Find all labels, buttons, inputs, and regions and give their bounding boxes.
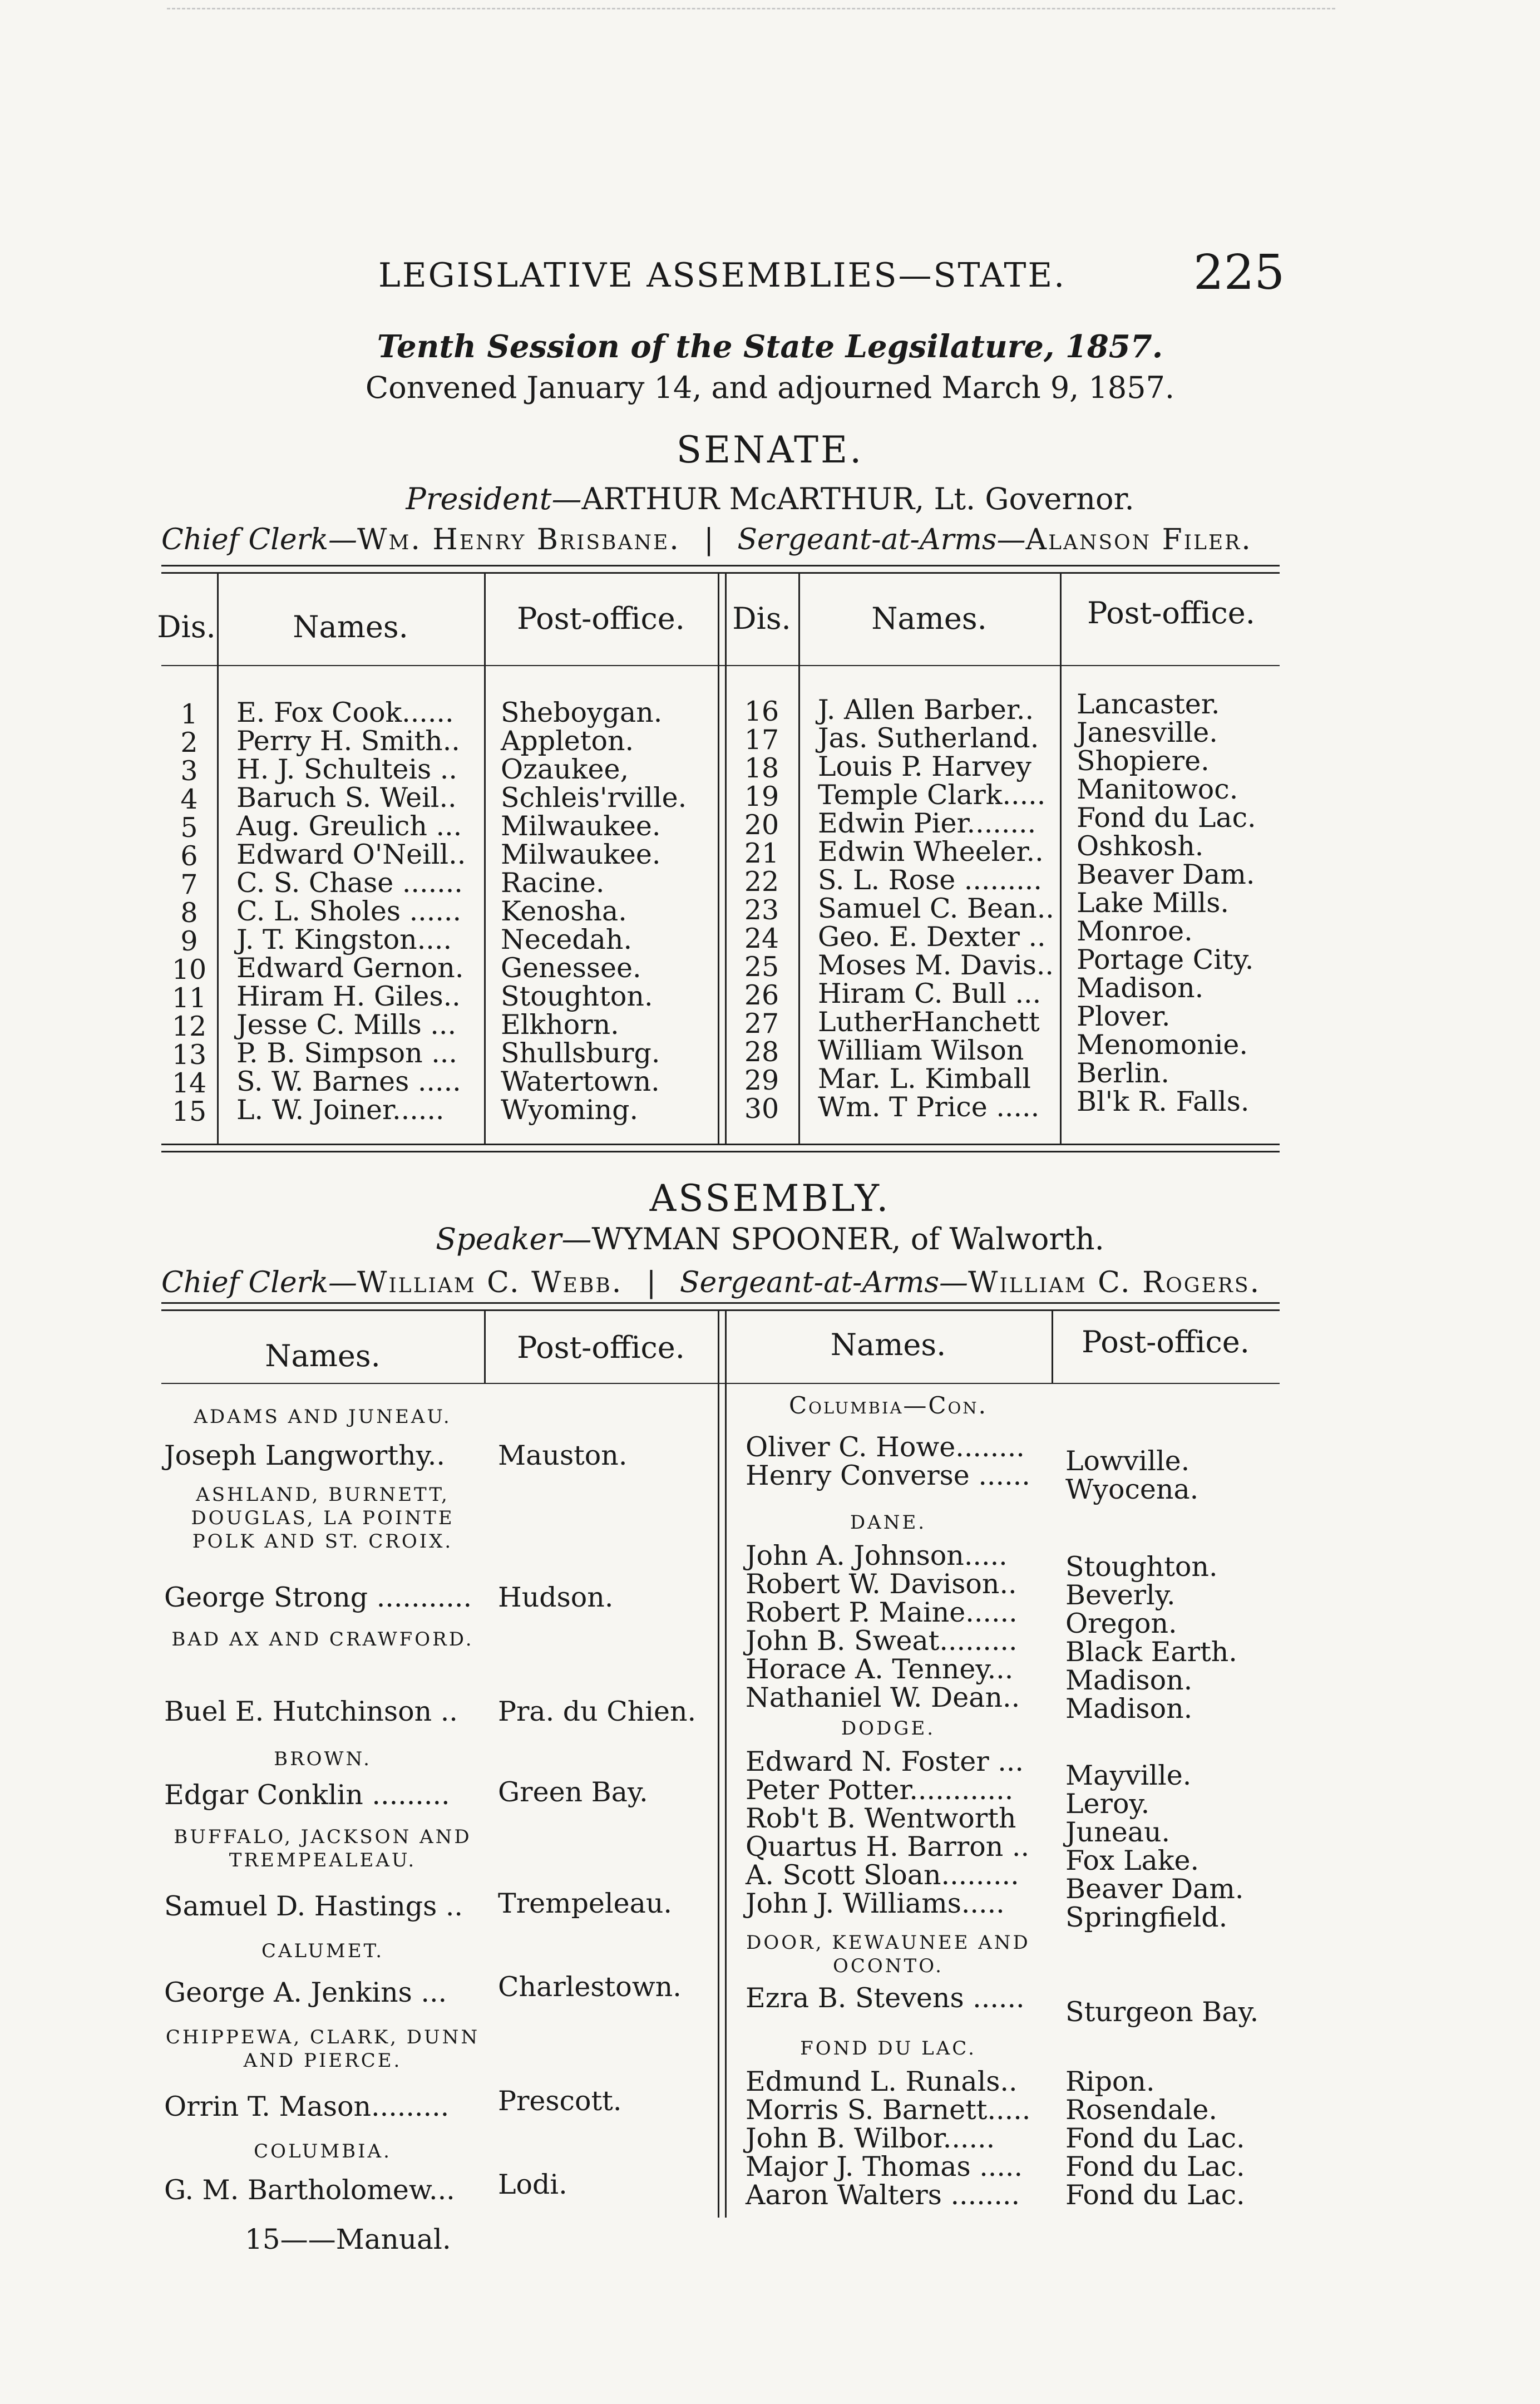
- senate-col-line: [1060, 573, 1062, 1144]
- senator-name: J. Allen Barber..: [818, 694, 1034, 726]
- member-post: Madison.: [1065, 1664, 1193, 1696]
- post-office: Schleis'rville.: [501, 782, 687, 814]
- district-number: 20: [744, 809, 779, 841]
- member-name: Edmund L. Runals..: [746, 2066, 1018, 2097]
- district-number: 1: [180, 698, 198, 730]
- senator-name: E. Fox Cook......: [236, 697, 454, 728]
- page-number: 225: [1193, 245, 1285, 300]
- assembly-clerk-label: Chief Clerk—: [161, 1266, 358, 1299]
- member-name: Major J. Thomas .....: [746, 2151, 1023, 2183]
- senator-name: William Wilson: [818, 1034, 1024, 1066]
- senate-president: [0, 481, 1540, 516]
- member-name: Samuel D. Hastings ..: [164, 1890, 463, 1922]
- district-number: 12: [171, 1011, 207, 1042]
- member-name: Robert W. Davison..: [746, 1568, 1017, 1600]
- district-number: 9: [180, 925, 198, 957]
- assembly-sergeant-label: Sergeant-at-Arms—: [679, 1266, 969, 1299]
- district-number: 25: [744, 951, 779, 983]
- county-group: ADAMS AND JUNEAU.: [194, 1406, 452, 1428]
- county-group: CALUMET.: [261, 1940, 384, 1962]
- member-post: Lowville.: [1065, 1445, 1190, 1477]
- member-name: John B. Wilbor......: [746, 2122, 995, 2154]
- assembly-header-names: Names.: [265, 1338, 381, 1373]
- post-office: Portage City.: [1077, 944, 1254, 976]
- senator-name: S. W. Barnes .....: [236, 1066, 461, 1097]
- speaker-name: WYMAN SPOONER, of Walworth.: [591, 1221, 1104, 1257]
- page-footer: 15——Manual.: [245, 2223, 451, 2255]
- divider: |: [646, 1266, 657, 1299]
- senator-name: Temple Clark.....: [818, 779, 1046, 811]
- county-group: BROWN.: [274, 1748, 372, 1770]
- district-number: 5: [180, 812, 198, 844]
- senate-sergeant-label: Sergeant-at-Arms—: [737, 523, 1026, 556]
- page-title: LEGISLATIVE ASSEMBLIES—STATE.: [378, 256, 1067, 295]
- member-post: Trempeleau.: [498, 1888, 672, 1919]
- assembly-speaker: [0, 1221, 1540, 1257]
- senator-name: Hiram C. Bull ...: [818, 978, 1042, 1009]
- header-names: Names.: [871, 601, 987, 636]
- member-name: Ezra B. Stevens ......: [746, 1982, 1025, 2014]
- member-name: George Strong ...........: [164, 1582, 472, 1613]
- assembly-col-line: [718, 1311, 719, 2218]
- member-name: Quartus H. Barron ..: [746, 1831, 1030, 1863]
- senator-name: Jas. Sutherland.: [818, 722, 1039, 754]
- senate-officers: [161, 523, 1280, 556]
- post-office: Plover.: [1077, 1001, 1171, 1032]
- senator-name: Edwin Wheeler..: [818, 836, 1044, 868]
- assembly-col-line: [725, 1311, 727, 2218]
- member-name: Aaron Walters ........: [746, 2179, 1020, 2211]
- senate-header-rule: [161, 665, 1280, 666]
- senator-name: Edwin Pier........: [818, 807, 1036, 839]
- member-post: Black Earth.: [1065, 1636, 1237, 1668]
- county-group: CHIPPEWA, CLARK, DUNN AND PIERCE.: [165, 2026, 480, 2072]
- district-number: 23: [744, 894, 779, 926]
- header-post: Post-office.: [517, 601, 685, 636]
- post-office: Monroe.: [1077, 915, 1193, 947]
- member-post: Mayville.: [1065, 1760, 1192, 1791]
- member-name: Oliver C. Howe........: [746, 1431, 1025, 1463]
- assembly-header-names: Names.: [830, 1327, 946, 1362]
- county-group: FOND DU LAC.: [800, 2037, 976, 2060]
- member-name: Edgar Conklin .........: [164, 1779, 450, 1811]
- assembly-sergeant: William C. Rogers.: [968, 1266, 1261, 1299]
- member-post: Charlestown.: [498, 1971, 682, 2003]
- county-group: Columbia—Con.: [788, 1392, 988, 1419]
- member-post: Green Bay.: [498, 1776, 648, 1808]
- member-name: G. M. Bartholomew...: [164, 2174, 455, 2206]
- post-office: Racine.: [501, 867, 605, 899]
- post-office: Shopiere.: [1077, 745, 1210, 777]
- district-number: 8: [180, 897, 198, 929]
- senate-top-rule-2: [161, 572, 1280, 574]
- post-office: Milwaukee.: [501, 810, 661, 842]
- post-office: Elkhorn.: [501, 1009, 619, 1041]
- header-names: Names.: [293, 609, 408, 644]
- member-name: Orrin T. Mason.........: [164, 2091, 450, 2122]
- senate-heading: SENATE.: [676, 428, 864, 471]
- senator-name: Samuel C. Bean..: [818, 893, 1054, 924]
- post-office: Manitowoc.: [1077, 774, 1238, 805]
- member-name: Horace A. Tenney...: [746, 1653, 1014, 1685]
- member-post: Rosendale.: [1065, 2094, 1217, 2126]
- post-office: Watertown.: [501, 1066, 660, 1097]
- page-header: [0, 245, 1540, 306]
- district-number: 19: [744, 781, 779, 812]
- header-dis: Dis.: [157, 609, 216, 644]
- member-name: Buel E. Hutchinson ..: [164, 1696, 458, 1727]
- district-number: 2: [180, 727, 198, 758]
- member-name: Rob't B. Wentworth: [746, 1802, 1016, 1834]
- county-group: DOOR, KEWAUNEE AND OCONTO.: [746, 1932, 1030, 1977]
- member-post: Springfield.: [1065, 1901, 1228, 1933]
- senate-col-line: [798, 573, 800, 1144]
- post-office: Janesville.: [1077, 717, 1218, 748]
- district-number: 22: [744, 866, 779, 898]
- member-name: Edward N. Foster ...: [746, 1746, 1024, 1777]
- president-label: President—: [406, 481, 582, 516]
- member-name: A. Scott Sloan.........: [746, 1859, 1019, 1891]
- header-dis: Dis.: [732, 601, 791, 636]
- post-office: Lake Mills.: [1077, 887, 1229, 919]
- senate-clerk-label: Chief Clerk—: [161, 523, 358, 556]
- post-office: Wyoming.: [501, 1094, 639, 1126]
- district-number: 29: [744, 1065, 779, 1096]
- district-number: 14: [171, 1067, 207, 1099]
- senate-top-rule: [161, 565, 1280, 566]
- district-number: 24: [744, 923, 779, 954]
- member-post: Hudson.: [498, 1582, 614, 1613]
- member-post: Madison.: [1065, 1693, 1193, 1725]
- member-post: Fox Lake.: [1065, 1845, 1200, 1876]
- post-office: Genessee.: [501, 952, 641, 984]
- senator-name: Moses M. Davis..: [818, 949, 1054, 981]
- member-name: John A. Johnson.....: [746, 1540, 1008, 1572]
- senator-name: Mar. L. Kimball: [818, 1063, 1031, 1095]
- district-number: 18: [744, 752, 779, 784]
- member-post: Stoughton.: [1065, 1551, 1218, 1583]
- member-post: Fond du Lac.: [1065, 2151, 1245, 2183]
- post-office: Berlin.: [1077, 1057, 1169, 1089]
- assembly-header-rule: [161, 1383, 1280, 1384]
- district-number: 11: [171, 982, 207, 1014]
- assembly-officers: [161, 1266, 1280, 1299]
- member-name: John B. Sweat.........: [746, 1625, 1018, 1657]
- senator-name: Edward Gernon.: [236, 952, 464, 984]
- senate-col-line: [217, 573, 219, 1144]
- district-number: 3: [180, 755, 198, 787]
- assembly-top-rule-2: [161, 1309, 1280, 1311]
- senator-name: Geo. E. Dexter ..: [818, 921, 1046, 953]
- senate-bottom-rule-2: [161, 1151, 1280, 1152]
- post-office: Fond du Lac.: [1077, 802, 1256, 834]
- post-office: Beaver Dam.: [1077, 859, 1255, 890]
- post-office: Milwaukee.: [501, 839, 661, 870]
- district-number: 17: [744, 724, 779, 756]
- district-number: 26: [744, 979, 779, 1011]
- member-name: Henry Converse ......: [746, 1460, 1030, 1491]
- member-post: Ripon.: [1065, 2066, 1155, 2097]
- senate-clerk: Wm. Henry Brisbane.: [357, 523, 680, 556]
- district-number: 21: [744, 838, 779, 869]
- senator-name: L. W. Joiner......: [236, 1094, 445, 1126]
- member-post: Pra. du Chien.: [498, 1696, 697, 1727]
- district-number: 27: [744, 1008, 779, 1040]
- county-group: BUFFALO, JACKSON AND TREMPEALEAU.: [174, 1826, 472, 1871]
- president-name: ARTHUR McARTHUR, Lt. Governor.: [581, 481, 1134, 516]
- county-group: COLUMBIA.: [254, 2140, 392, 2162]
- divider: |: [704, 523, 714, 556]
- senator-name: LutherHanchett: [818, 1006, 1040, 1038]
- member-name: George A. Jenkins ...: [164, 1977, 447, 2008]
- post-office: Lancaster.: [1077, 688, 1220, 720]
- member-post: Fond du Lac.: [1065, 2122, 1245, 2154]
- senator-name: J. T. Kingston....: [236, 924, 452, 955]
- scan-edge: [167, 8, 1335, 9]
- district-number: 16: [744, 696, 779, 727]
- post-office: Ozaukee,: [501, 753, 629, 785]
- post-office: Oshkosh.: [1077, 830, 1204, 862]
- senator-name: Aug. Greulich ...: [236, 810, 462, 842]
- district-number: 7: [180, 869, 198, 900]
- assembly-top-rule: [161, 1302, 1280, 1304]
- district-number: 28: [744, 1036, 779, 1068]
- member-name: Nathaniel W. Dean..: [746, 1682, 1020, 1713]
- member-post: Beaver Dam.: [1065, 1873, 1244, 1905]
- senator-name: Jesse C. Mills ...: [236, 1009, 457, 1041]
- post-office: Kenosha.: [501, 895, 627, 927]
- assembly-clerk: William C. Webb.: [357, 1266, 623, 1299]
- post-office: Sheboygan.: [501, 697, 663, 728]
- session-title: Tenth Session of the State Legsilature, 1857.: [377, 328, 1163, 365]
- member-post: Lodi.: [498, 2169, 567, 2200]
- district-number: 6: [180, 840, 198, 872]
- senate-sergeant: Alanson Filer.: [1025, 523, 1252, 556]
- assembly-heading: ASSEMBLY.: [649, 1177, 891, 1220]
- session-dates: Convened January 14, and adjourned March 9, 1857.: [365, 370, 1175, 405]
- senator-name: Wm. T Price .....: [818, 1091, 1040, 1123]
- member-post: Sturgeon Bay.: [1065, 1996, 1259, 2028]
- header-post: Post-office.: [1087, 595, 1255, 630]
- member-name: Joseph Langworthy..: [164, 1440, 445, 1471]
- member-post: Juneau.: [1065, 1816, 1171, 1848]
- post-office: Appleton.: [501, 725, 634, 757]
- post-office: Shullsburg.: [501, 1037, 660, 1069]
- post-office: Madison.: [1077, 972, 1204, 1004]
- member-name: Morris S. Barnett.....: [746, 2094, 1031, 2126]
- member-name: Robert P. Maine......: [746, 1597, 1018, 1628]
- assembly-header-post: Post-office.: [1082, 1324, 1250, 1359]
- senator-name: Louis P. Harvey: [818, 751, 1031, 782]
- senator-name: Perry H. Smith..: [236, 725, 460, 757]
- county-group: ASHLAND, BURNETT, DOUGLAS, LA POINTE POLK AND ST. CROIX.: [191, 1484, 455, 1553]
- member-post: Prescott.: [498, 2085, 622, 2117]
- county-group: BAD AX AND CRAWFORD.: [171, 1628, 474, 1651]
- senate-col-line: [484, 573, 486, 1144]
- member-post: Beverly.: [1065, 1579, 1176, 1611]
- post-office: Menomonie.: [1077, 1029, 1248, 1061]
- post-office: Bl'k R. Falls.: [1077, 1086, 1250, 1117]
- post-office: Stoughton.: [501, 981, 653, 1012]
- district-number: 13: [171, 1039, 207, 1071]
- senator-name: P. B. Simpson ...: [236, 1037, 457, 1069]
- senator-name: Hiram H. Giles..: [236, 981, 461, 1012]
- senator-name: Edward O'Neill..: [236, 839, 466, 870]
- senate-bottom-rule: [161, 1144, 1280, 1145]
- county-group: DODGE.: [841, 1717, 936, 1740]
- senator-name: C. S. Chase .......: [236, 867, 463, 899]
- district-number: 30: [744, 1093, 779, 1125]
- senate-col-line: [718, 573, 719, 1144]
- assembly-header-post: Post-office.: [517, 1330, 685, 1365]
- district-number: 4: [180, 784, 198, 815]
- member-post: Wyocena.: [1065, 1474, 1199, 1505]
- member-post: Mauston.: [498, 1440, 628, 1471]
- senator-name: H. J. Schulteis ..: [236, 753, 457, 785]
- post-office: Necedah.: [501, 924, 633, 955]
- member-name: John J. Williams.....: [746, 1888, 1005, 1919]
- member-post: Fond du Lac.: [1065, 2179, 1245, 2211]
- member-name: Peter Potter............: [746, 1774, 1014, 1806]
- speaker-label: Speaker—: [436, 1221, 592, 1257]
- senator-name: C. L. Sholes ......: [236, 895, 462, 927]
- member-post: Oregon.: [1065, 1608, 1177, 1639]
- district-number: 15: [171, 1096, 207, 1127]
- senator-name: Baruch S. Weil..: [236, 782, 457, 814]
- county-group: DANE.: [850, 1511, 927, 1534]
- senator-name: S. L. Rose .........: [818, 864, 1042, 896]
- member-post: Leroy.: [1065, 1788, 1150, 1820]
- district-number: 10: [171, 954, 207, 986]
